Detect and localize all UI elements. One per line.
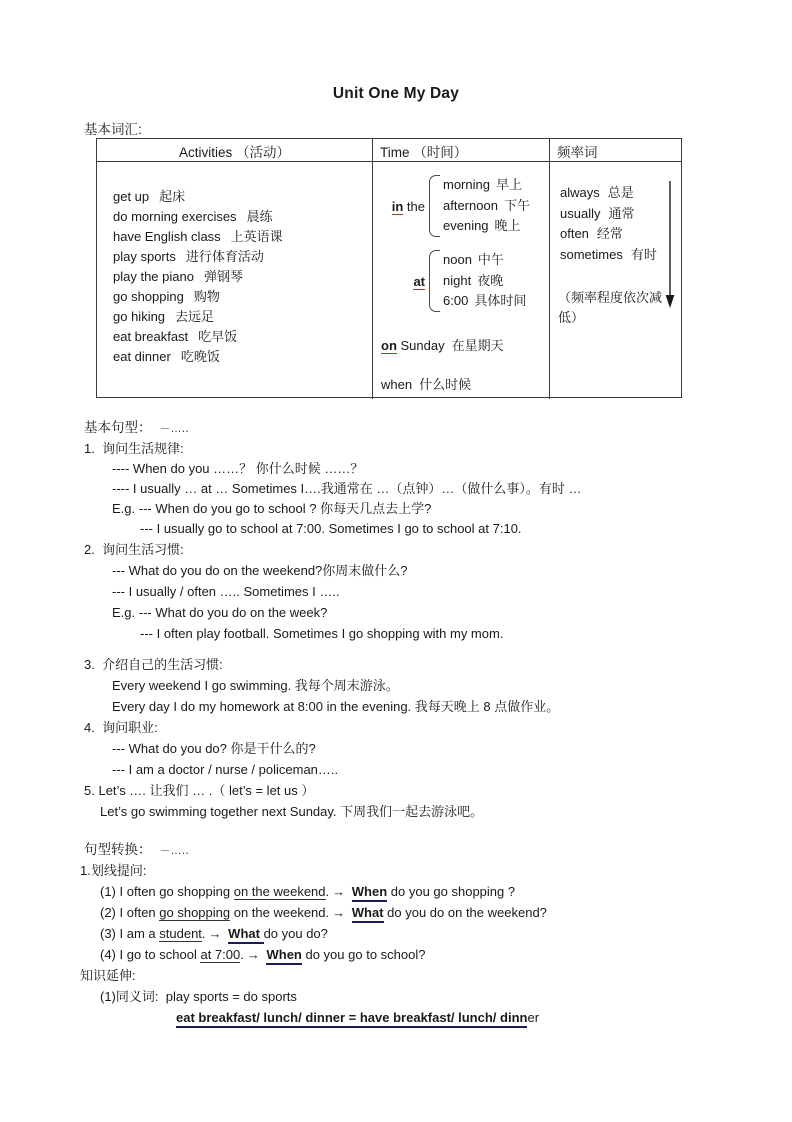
activity-item [113, 187, 365, 207]
activity-en: eat dinner [113, 349, 171, 364]
activity-en: go hiking [113, 309, 166, 324]
table-header-time: Time （时间） [380, 145, 468, 160]
activity-en: have English class [113, 229, 221, 244]
pattern-4-title: 4. 询问职业: [84, 720, 158, 735]
activity-en: eat breakfast [113, 329, 189, 344]
activity-item [113, 227, 365, 247]
activity-cn: 吃早饭 [198, 329, 238, 344]
question-word: When [352, 884, 387, 902]
pattern-1-line-1: ---- When do you ……？ 你什么时候 ……？ [112, 461, 364, 476]
time-line-when: when 什么时候 [381, 377, 472, 392]
dash-marker: －…‥ [159, 423, 189, 435]
underlined-part: at 7:00 [200, 947, 241, 962]
pattern-4-line-2: --- I am a doctor / nurse / policeman….. [112, 762, 339, 777]
time-group-at [377, 250, 526, 312]
frequency-list [560, 183, 657, 265]
vocab-section-label: 基本词汇: [84, 122, 142, 137]
activity-cn: 进行体育活动 [185, 249, 264, 264]
activity-en: go shopping [113, 289, 184, 304]
extension-line-2-bold: eat breakfast/ lunch/ dinner = have breakfast/ lunch/ dinn [176, 1010, 527, 1028]
activity-item [113, 307, 365, 327]
pattern-1-line-2: ---- I usually … at … Sometimes I….我通常在 …（点钟）…（做什么事）。有时 … [112, 481, 582, 496]
arrow-icon: → [332, 884, 346, 899]
question-word: What [352, 905, 384, 923]
time-group-in [377, 175, 530, 237]
extension-heading: 知识延伸: [80, 968, 136, 983]
time-item: noon 中午 [443, 252, 504, 268]
extension-line-2: eat breakfast/ lunch/ dinner = have breakfast/ lunch/ dinner [176, 1008, 539, 1028]
transform-item-3: (3) I am a student. → What do you do? [100, 924, 328, 944]
pattern-2-title: 2. 询问生活习惯: [84, 542, 184, 557]
pattern-3-title: 3. 介绍自己的生活习惯: [84, 657, 223, 672]
activity-item [113, 207, 365, 227]
activity-cn: 吃晚饭 [180, 349, 220, 364]
frequency-note: （频率程度依次减低） [558, 290, 663, 325]
arrow-icon: → [332, 905, 346, 920]
activity-cn: 晨练 [246, 209, 273, 224]
activity-cn: 上英语课 [230, 229, 283, 244]
activity-item [113, 347, 365, 367]
activity-en: play sports [113, 249, 176, 264]
time-item: night 夜晚 [443, 272, 504, 288]
transform-item-1: (1) I often go shopping on the weekend. → When do you go shopping ? [100, 882, 515, 902]
pattern-5-line-1: Let’s go swimming together next Sunday. 下周我们一起去游泳吧。 [100, 804, 484, 819]
table-header-activities: Activities （活动） [178, 145, 290, 160]
activity-cn: 弹钢琴 [203, 269, 243, 284]
frequency-item: sometimes 有时 [560, 246, 657, 262]
frequency-item: always 总是 [560, 185, 634, 200]
activity-en: get up [113, 189, 150, 204]
underlined-part: on the weekend [233, 884, 326, 899]
frequency-item: usually 通常 [560, 205, 635, 221]
pattern-2-line-3: E.g. --- What do you do on the week? [112, 605, 328, 620]
question-word: When [266, 947, 301, 965]
underlined-part: student [159, 926, 202, 941]
question-word: What [228, 926, 263, 944]
pattern-5-title: 5. Let’s …. 让我们 … .（ let’s = let us ） [84, 783, 315, 798]
page-title: Unit One My Day [332, 85, 460, 102]
frequency-cell [550, 163, 682, 398]
activity-en: do morning exercises [113, 209, 237, 224]
pattern-3-line-1: Every weekend I go swimming. 我每个周末游泳。 [112, 678, 399, 693]
transform-heading: 句型转换： －…‥ [84, 842, 189, 857]
time-item: 6:00 具体时间 [443, 293, 527, 309]
pattern-2-line-4: --- I often play football. Sometimes I go shopping with my mom. [140, 626, 504, 641]
arrow-icon: → [208, 926, 222, 941]
preposition-in: in the [391, 198, 425, 214]
vocabulary-table [96, 138, 682, 398]
pattern-2-line-1: --- What do you do on the weekend?你周末做什么? [112, 563, 408, 578]
activity-item [113, 327, 365, 347]
frequency-item: often 经常 [560, 226, 623, 241]
time-line-on: on Sunday 在星期天 [381, 338, 504, 353]
extension-item-1: (1)同义词: play sports = do sports [100, 989, 297, 1004]
activity-en: play the piano [113, 269, 194, 284]
dash-marker: －…‥ [159, 845, 189, 857]
brace-icon [429, 250, 440, 312]
preposition-at: at [413, 273, 425, 289]
time-group-at-items [443, 250, 526, 312]
activity-item [113, 247, 365, 267]
activity-item [113, 267, 365, 287]
patterns-heading: 基本句型： －…‥ [84, 420, 189, 435]
pattern-1-line-4: --- I usually go to school at 7:00. Sometimes I go to school at 7:10. [140, 521, 522, 536]
time-item: afternoon 下午 [443, 197, 530, 213]
time-cell [373, 163, 549, 398]
pattern-4-line-1: --- What do you do? 你是干什么的? [112, 741, 316, 756]
time-group-in-items [443, 175, 530, 237]
transform-item-2: (2) I often go shopping on the weekend. → What do you do on the weekend? [100, 903, 547, 923]
activities-cell [113, 187, 365, 367]
pattern-1-title: 1. 询问生活规律: [84, 441, 184, 456]
table-header-frequency: 频率词 [557, 145, 598, 160]
activity-cn: 起床 [159, 189, 186, 204]
time-item: evening 晚上 [443, 218, 521, 234]
activity-item [113, 287, 365, 307]
time-item: morning 早上 [443, 177, 522, 193]
activity-cn: 购物 [193, 289, 220, 304]
pattern-2-line-2: --- I usually / often ….. Sometimes I ….. [112, 584, 340, 599]
transform-item-4: (4) I go to school at 7:00. → When do you go to school? [100, 945, 425, 965]
down-arrow-icon [665, 181, 675, 309]
underlined-part: go shopping [159, 905, 231, 920]
brace-icon [429, 175, 440, 237]
pattern-3-line-2: Every day I do my homework at 8:00 in the evening. 我每天晚上 8 点做作业。 [112, 699, 560, 714]
arrow-icon: → [246, 947, 260, 962]
transform-sub-heading: 1.划线提问: [80, 863, 147, 878]
pattern-1-line-3: E.g. --- When do you go to school ? 你每天几点去上学? [112, 501, 432, 516]
extension-line-1: play sports = do sports [165, 989, 297, 1004]
activity-cn: 去远足 [175, 309, 215, 324]
